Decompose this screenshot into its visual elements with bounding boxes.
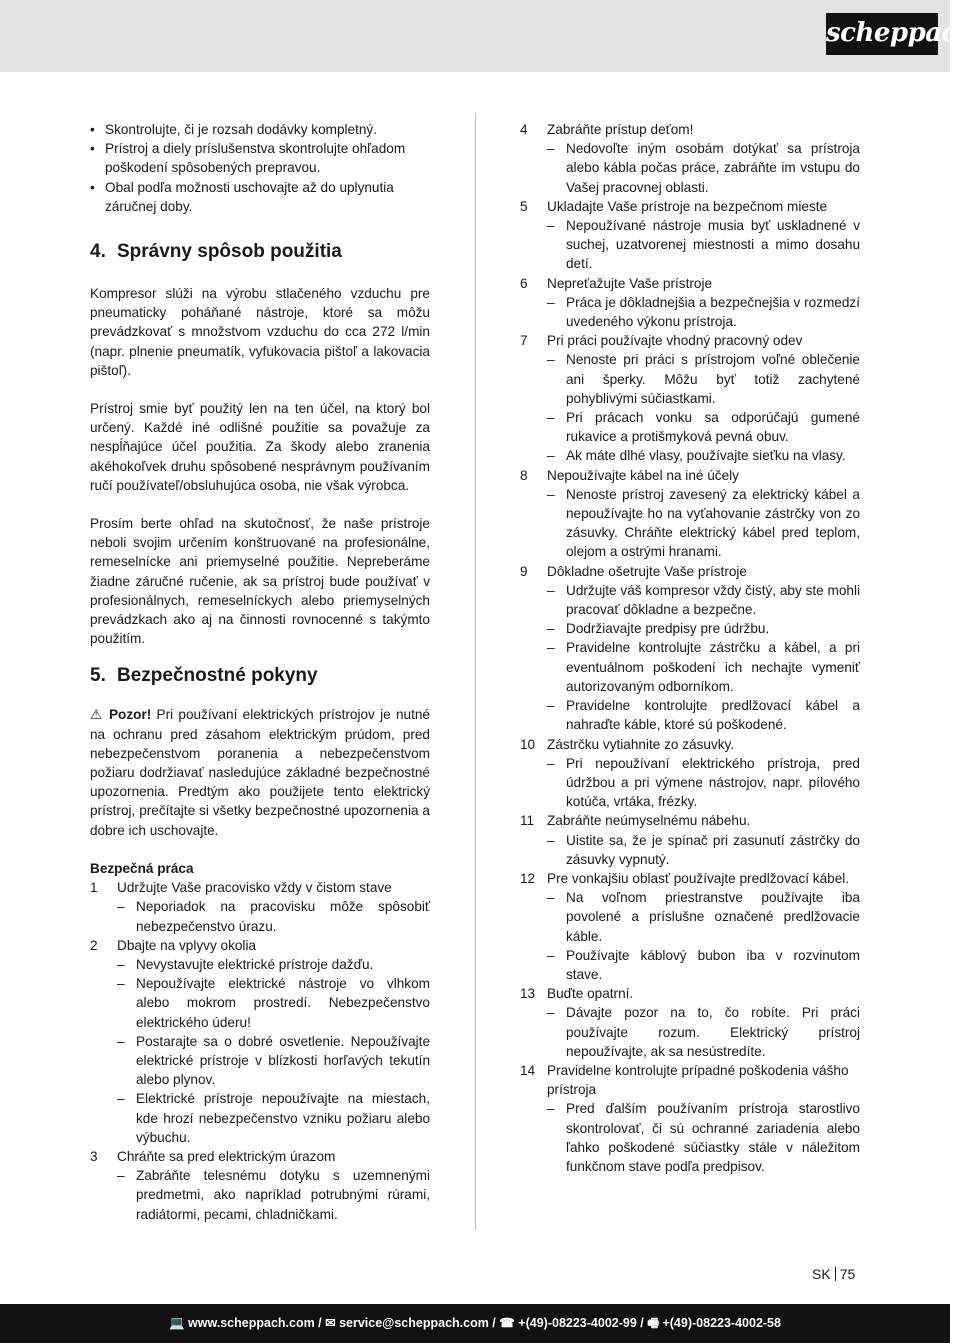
item-number: 14 — [520, 1062, 536, 1078]
dash-subitem — [90, 974, 430, 1032]
numbered-item — [520, 869, 860, 888]
subitem-text: Uistite sa, že je spínač pri zasunutí zástrčky do zásuvky vypnutý. — [566, 832, 860, 867]
item-text: Buďte opatrní. — [547, 986, 634, 1002]
dash-marker: – — [547, 698, 555, 714]
item-number: 2 — [90, 937, 98, 953]
section-4-heading — [90, 240, 430, 264]
item-number: 4 — [520, 122, 528, 137]
left-column — [90, 120, 430, 1224]
numbered-item — [520, 331, 860, 350]
numbered-item — [520, 466, 860, 485]
dash-marker: – — [547, 410, 555, 426]
dash-marker: – — [547, 448, 555, 464]
dash-subitem — [90, 1166, 430, 1224]
dash-marker: – — [117, 956, 125, 972]
paragraph: Prosím berte ohľad na skutočnosť, že naše prístroje neboli svojim určením konštruované na profesionálne, remeselnícke ani priemyselné použitie. Nepreberáme žiadne záručné ručenie, ak sa prístroj bude používať v profesionálnych, remeselníckych alebo priemyselných prevádzkach ako aj na činnosti rovnocenné s takýmto použitím. — [90, 516, 430, 647]
item-text: Ukladajte Vaše prístroje na bezpečnom mieste — [547, 198, 828, 214]
item-number: 8 — [520, 467, 528, 483]
subitem-text: Dávajte pozor na to, čo robíte. Pri práci používajte rozum. Elektrický prístroj nepoužívajte, ak sa nesústredíte. — [566, 1005, 860, 1059]
numbered-item — [520, 562, 860, 581]
subitem-text: Práca je dôkladnejšia a bezpečnejšia v rozmedzí uvedeného výkonu prístroja. — [566, 294, 860, 330]
safety-list-left — [90, 878, 430, 1224]
contact-footer: 💻 www.scheppach.com / ✉ service@scheppach.com / ☎ +(49)-08223-4002-99 / 🖷 +(49)-08223-4002-58 — [0, 1304, 950, 1343]
section-title: Bezpečnostné pokyny — [117, 665, 318, 687]
dash-subitem — [520, 946, 860, 984]
subitem-text: Používajte káblový bubon iba v rozvinutom stave. — [566, 947, 860, 982]
page-number — [812, 1266, 855, 1282]
item-text: Udržujte Vaše pracovisko vždy v čistom stave — [117, 880, 392, 896]
dash-marker: – — [547, 832, 555, 848]
dash-subitem — [520, 619, 860, 638]
item-text: Nepreťažujte Vaše prístroje — [547, 275, 713, 291]
language-code: SK — [812, 1266, 831, 1282]
item-number: 12 — [520, 870, 536, 886]
dash-subitem — [520, 696, 860, 734]
item-text: Pravidelne kontrolujte prípadné poškodenia vášho prístroja — [547, 1062, 849, 1098]
item-number: 9 — [520, 563, 528, 579]
item-text: Zabráňte prístup deťom! — [547, 122, 694, 137]
dash-subitem — [520, 293, 860, 331]
dash-marker: – — [547, 352, 555, 368]
item-text: Chráňte sa pred elektrickým úrazom — [117, 1148, 336, 1164]
subitem-text: Elektrické prístroje nepoužívajte na miestach, kde hrozí nebezpečenstvo vzniku požiaru alebo výbuchu. — [136, 1091, 430, 1145]
numbered-item — [90, 878, 430, 897]
dash-subitem — [520, 888, 860, 946]
subitem-text: Pravidelne kontrolujte zástrčku a kábel, a pri eventuálnom poškodení ich nechajte vymeniť autorizovaným odborníkom. — [566, 640, 860, 694]
subitem-text: Ak máte dlhé vlasy, používajte sieťku na vlasy. — [566, 448, 846, 464]
page-number-value: 75 — [839, 1266, 856, 1282]
safety-list-right — [520, 120, 860, 1176]
numbered-item — [520, 120, 860, 139]
separator — [835, 1267, 836, 1281]
numbered-item — [90, 1147, 430, 1166]
dash-marker: – — [547, 755, 555, 771]
column-divider — [475, 113, 476, 1230]
numbered-item — [520, 735, 860, 754]
dash-subitem — [90, 1089, 430, 1147]
subheading: Bezpečná práca — [90, 860, 194, 876]
subitem-text: Udržujte váš kompresor vždy čistý, aby ste mohli pracovať dôkladne a bezpečne. — [566, 582, 860, 618]
dash-subitem — [520, 446, 860, 465]
subitem-text: Postarajte sa o dobré osvetlenie. Nepoužívajte elektrické prístroje v blízkosti horľavých tekutín alebo plynov. — [136, 1033, 430, 1088]
item-text: Nepoužívajte kábel na iné účely — [547, 467, 739, 483]
item-text: Dôkladne ošetrujte Vaše prístroje — [547, 563, 747, 579]
dash-subitem — [90, 1032, 430, 1090]
subitem-text: Dodržiavajte predpisy pre údržbu. — [566, 621, 770, 637]
dash-subitem — [520, 1003, 860, 1061]
paragraph: Kompresor slúži na výrobu stlačeného vzduchu pre pneumaticky poháňané nástroje, ktoré sa môžu prevádzkovať s množstvom vzduchu do cca 272 l/min (napr. plnenie pneumatík, vyfukovacia pištoľ a lakovacia pištoľ). — [90, 286, 430, 378]
dash-subitem — [520, 408, 860, 446]
page-header — [0, 0, 975, 72]
subitem-text: Zabráňte telesnému dotyku s uzemnenými predmetmi, ako napríklad potrubnými rúrami, radiátormi, pecami, chladničkami. — [136, 1168, 430, 1222]
dash-marker: – — [547, 486, 555, 502]
numbered-item — [520, 811, 860, 830]
dash-marker: – — [117, 1033, 125, 1049]
dash-subitem — [520, 485, 860, 562]
numbered-item — [520, 1061, 860, 1099]
section-number: 4. — [90, 241, 106, 263]
subitem-text: Nenoste prístroj zavesený za elektrický kábel a nepoužívajte ho na vyťahovanie zástrčky von zo zásuvky. Chráňte elektrický kábel pred teplom, olejom a ostrými hranami. — [566, 486, 860, 560]
item-number: 6 — [520, 275, 528, 291]
item-text: Pri práci používajte vhodný pracovný odev — [547, 333, 803, 349]
dash-subitem — [520, 831, 860, 869]
subitem-text: Pred ďalším používaním prístroja starostlivo skontrolovať, či sú ochranné zariadenia alebo ľahko poškodené súčiastky stále v náležitom funkčnom stave podľa predpisov. — [566, 1101, 860, 1174]
bullet-item: • Obal podľa možnosti uschovajte až do uplynutia záručnej doby. — [90, 178, 430, 216]
dash-subitem — [520, 638, 860, 696]
dash-subitem — [520, 350, 860, 408]
warning-icon: ⚠ — [90, 707, 104, 723]
dash-subitem — [90, 897, 430, 935]
dash-marker: – — [547, 1005, 555, 1021]
dash-marker: – — [547, 947, 555, 963]
subitem-text: Neporiadok na pracovisku môže spôsobiť nebezpečenstvo úrazu. — [136, 899, 430, 934]
dash-marker: – — [547, 141, 555, 157]
warning-label: Pozor! — [108, 707, 152, 723]
subitem-text: Pri nepoužívaní elektrického prístroja, pred údržbou a pri výmene nástrojov, napr. pílového kotúča, vrtáka, frézky. — [566, 755, 860, 810]
dash-marker: – — [547, 890, 555, 906]
warning-paragraph — [90, 705, 430, 839]
item-number: 10 — [520, 736, 536, 752]
subitem-text: Pri prácach vonku sa odporúčajú gumené rukavice a protišmyková pevná obuv. — [566, 410, 860, 445]
item-text: Dbajte na vplyvy okolia — [117, 937, 257, 953]
dash-marker: – — [547, 218, 555, 234]
item-text: Pre vonkajšiu oblasť používajte predlžovací kábel. — [547, 870, 850, 886]
item-number: 11 — [520, 813, 535, 829]
item-text: Zástrčku vytiahnite zo zásuvky. — [547, 736, 735, 752]
paragraph: Prístroj smie byť použitý len na ten účel, na ktorý bol určený. Každé iné odlišné použitie sa považuje za nespĺňajúce účel použitia. Za škody alebo zranenia akéhokoľvek druhu spôsobené nesprávnym používaním ručí používateľ/obsluhujúca osoba, nie však výrobca. — [90, 401, 430, 493]
dash-marker: – — [547, 640, 555, 656]
numbered-item — [520, 984, 860, 1003]
dash-marker: – — [547, 1101, 555, 1117]
dash-subitem — [90, 955, 430, 974]
bullet-item: • Skontrolujte, či je rozsah dodávky kompletný. — [90, 120, 430, 139]
subitem-text: Nepoužívané nástroje musia byť uskladnené v suchej, uzatvorenej miestnosti a mimo dosahu detí. — [566, 218, 860, 272]
intro-bullet-list — [90, 120, 430, 216]
item-number: 1 — [90, 880, 98, 896]
item-text: Zabráňte neúmyselnému nábehu. — [547, 813, 751, 829]
section-number: 5. — [90, 665, 106, 687]
dash-marker: – — [117, 976, 125, 992]
dash-marker: – — [547, 621, 555, 637]
item-number: 5 — [520, 198, 528, 214]
dash-marker: – — [117, 1091, 125, 1107]
dash-subitem — [520, 1099, 860, 1176]
subitem-text: Nedovoľte iným osobám dotýkať sa prístroja alebo kábla počas práce, zabráňte im vstupu do Vašej pracovnej oblasti. — [566, 141, 860, 195]
section-5-heading — [90, 664, 430, 688]
warning-text: Pri používaní elektrických prístrojov je nutné na ochranu pred zásahom elektrickým prúdom, pred nebezpečenstvom poranenia a nebezpečenstvom požiaru dodržiavať nasledujúce základné bezpečnostné upozornenia. Predtým ako použijete tento elektrický prístroj, prečítajte si všetky bezpečnostné upozornenia a dobre ich uschovajte. — [90, 707, 430, 838]
dash-subitem — [520, 754, 860, 812]
dash-subitem — [520, 139, 860, 197]
dash-marker: – — [547, 294, 555, 310]
dash-marker: – — [117, 899, 125, 915]
section-title: Správny spôsob použitia — [117, 241, 342, 263]
item-number: 7 — [520, 333, 528, 349]
subitem-text: Pravidelne kontrolujte predlžovací kábel a nahraďte káble, ktoré sú poškodené. — [566, 698, 860, 733]
bullet-item: • Prístroj a diely príslušenstva skontrolujte ohľadom poškodení spôsobených prepravou. — [90, 139, 430, 177]
brand-logo: scheppach — [826, 13, 938, 55]
dash-subitem — [520, 581, 860, 619]
subitem-text: Na voľnom priestranstve používajte iba povolené a príslušne označené predlžovacie káble. — [566, 890, 860, 944]
subitem-text: Nepoužívajte elektrické nástroje vo vlhkom alebo mokrom prostredí. Nebezpečenstvo elektrického úderu! — [136, 976, 430, 1030]
dash-marker: – — [117, 1168, 125, 1184]
numbered-item — [520, 274, 860, 293]
item-number: 13 — [520, 986, 536, 1002]
subitem-text: Nevystavujte elektrické prístroje dažďu. — [136, 956, 374, 972]
item-number: 3 — [90, 1148, 98, 1164]
subitem-text: Nenoste pri práci s prístrojom voľné oblečenie ani šperky. Môžu byť totiž zachytené pohyblivými súčiastkami. — [566, 352, 860, 406]
numbered-item — [90, 936, 430, 955]
dash-marker: – — [547, 582, 555, 598]
right-column — [520, 120, 860, 1176]
numbered-item — [520, 197, 860, 216]
dash-subitem — [520, 216, 860, 274]
